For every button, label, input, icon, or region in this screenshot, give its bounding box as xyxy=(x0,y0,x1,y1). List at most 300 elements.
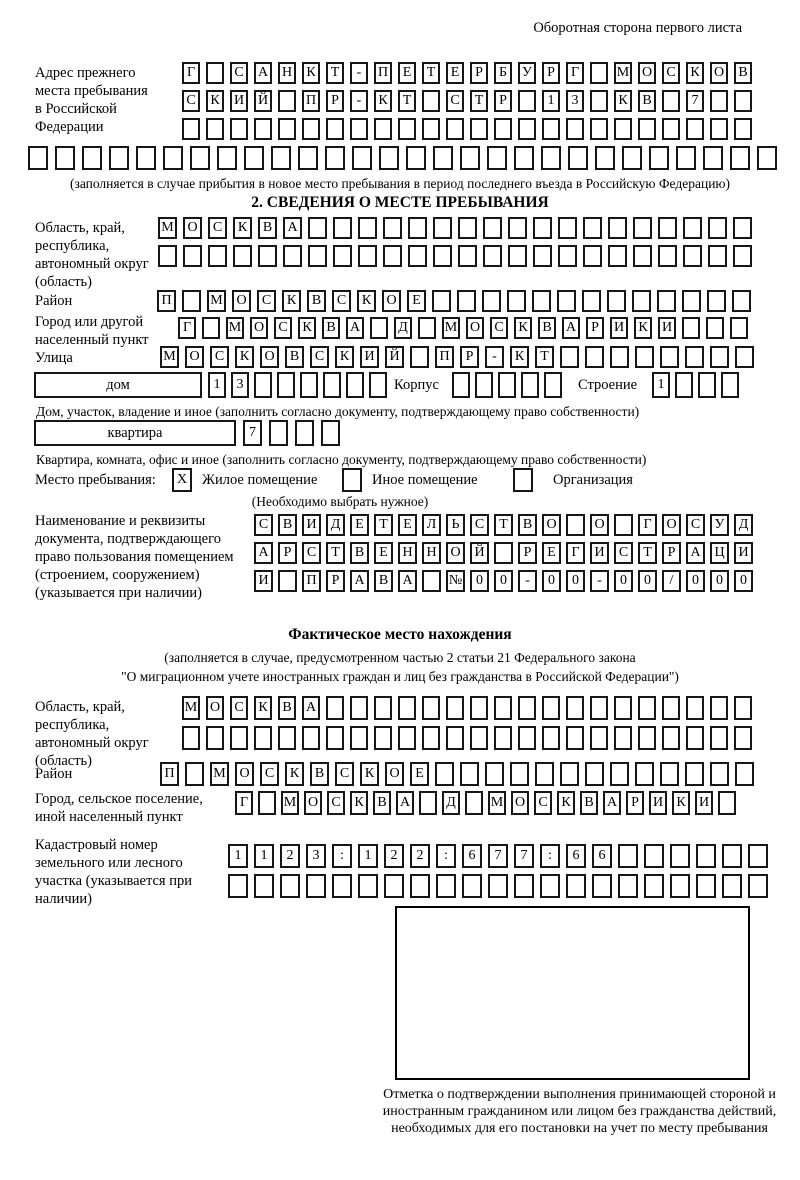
char-box[interactable]: В xyxy=(307,290,326,312)
char-box[interactable] xyxy=(300,372,318,398)
char-box[interactable] xyxy=(508,217,527,239)
char-box[interactable] xyxy=(458,245,477,267)
char-box[interactable] xyxy=(326,726,344,750)
char-box[interactable]: 0 xyxy=(566,570,585,592)
char-box[interactable]: С xyxy=(302,542,321,564)
char-box[interactable] xyxy=(487,146,507,170)
char-box[interactable] xyxy=(540,874,560,898)
char-box[interactable]: В xyxy=(734,62,752,84)
residential-checkbox[interactable]: X xyxy=(172,468,192,492)
char-box[interactable]: В xyxy=(310,762,329,786)
char-box[interactable]: Н xyxy=(278,62,296,84)
char-box[interactable] xyxy=(722,874,742,898)
char-box[interactable]: 6 xyxy=(462,844,482,868)
char-box[interactable]: О xyxy=(511,791,529,815)
char-box[interactable] xyxy=(710,762,729,786)
char-box[interactable]: О xyxy=(232,290,251,312)
char-box[interactable] xyxy=(535,762,554,786)
char-box[interactable] xyxy=(460,146,480,170)
char-box[interactable]: А xyxy=(346,317,364,339)
char-box[interactable] xyxy=(686,726,704,750)
char-box[interactable] xyxy=(254,726,272,750)
char-box[interactable]: 0 xyxy=(470,570,489,592)
char-box[interactable]: Р xyxy=(470,62,488,84)
char-box[interactable]: Е xyxy=(407,290,426,312)
char-box[interactable]: Г xyxy=(638,514,657,536)
char-box[interactable] xyxy=(323,372,341,398)
char-box[interactable]: 2 xyxy=(384,844,404,868)
char-box[interactable]: Н xyxy=(398,542,417,564)
char-box[interactable] xyxy=(566,696,584,720)
char-box[interactable]: Л xyxy=(422,514,441,536)
char-box[interactable] xyxy=(302,726,320,750)
char-box[interactable] xyxy=(358,245,377,267)
char-box[interactable] xyxy=(542,696,560,720)
char-box[interactable]: К xyxy=(282,290,301,312)
char-box[interactable] xyxy=(708,217,727,239)
char-box[interactable] xyxy=(295,420,314,446)
char-box[interactable]: Е xyxy=(374,542,393,564)
char-box[interactable]: 1 xyxy=(254,844,274,868)
char-box[interactable] xyxy=(698,372,716,398)
char-box[interactable]: К xyxy=(360,762,379,786)
char-box[interactable]: Д xyxy=(394,317,412,339)
char-box[interactable] xyxy=(518,118,536,140)
char-box[interactable]: 0 xyxy=(494,570,513,592)
char-box[interactable] xyxy=(306,874,326,898)
char-box[interactable]: - xyxy=(590,570,609,592)
char-box[interactable] xyxy=(475,372,493,398)
char-box[interactable] xyxy=(683,245,702,267)
char-box[interactable] xyxy=(614,118,632,140)
char-box[interactable] xyxy=(682,290,701,312)
char-box[interactable] xyxy=(660,346,679,368)
char-box[interactable]: У xyxy=(518,62,536,84)
char-box[interactable] xyxy=(682,317,700,339)
char-box[interactable] xyxy=(494,726,512,750)
char-box[interactable] xyxy=(518,726,536,750)
char-box[interactable]: А xyxy=(350,570,369,592)
char-box[interactable] xyxy=(730,317,748,339)
char-box[interactable]: : xyxy=(436,844,456,868)
char-box[interactable] xyxy=(732,290,751,312)
char-box[interactable] xyxy=(685,762,704,786)
char-box[interactable] xyxy=(518,90,536,112)
char-box[interactable] xyxy=(595,146,615,170)
char-box[interactable] xyxy=(278,118,296,140)
char-box[interactable]: П xyxy=(160,762,179,786)
char-box[interactable] xyxy=(590,696,608,720)
char-box[interactable]: 6 xyxy=(592,844,612,868)
char-box[interactable] xyxy=(435,762,454,786)
char-box[interactable]: - xyxy=(485,346,504,368)
char-box[interactable]: А xyxy=(398,570,417,592)
char-box[interactable] xyxy=(686,118,704,140)
char-box[interactable] xyxy=(333,217,352,239)
char-box[interactable]: Н xyxy=(422,542,441,564)
char-box[interactable] xyxy=(488,874,508,898)
char-box[interactable]: С xyxy=(686,514,705,536)
char-box[interactable]: С xyxy=(490,317,508,339)
char-box[interactable]: К xyxy=(285,762,304,786)
char-box[interactable] xyxy=(510,762,529,786)
char-box[interactable]: В xyxy=(350,542,369,564)
char-box[interactable] xyxy=(710,696,728,720)
char-box[interactable] xyxy=(379,146,399,170)
char-box[interactable]: А xyxy=(283,217,302,239)
char-box[interactable] xyxy=(721,372,739,398)
char-box[interactable] xyxy=(710,346,729,368)
char-box[interactable]: С xyxy=(614,542,633,564)
char-box[interactable] xyxy=(206,726,224,750)
char-box[interactable] xyxy=(635,762,654,786)
char-box[interactable] xyxy=(685,346,704,368)
char-box[interactable] xyxy=(590,90,608,112)
char-box[interactable] xyxy=(457,290,476,312)
char-box[interactable]: Р xyxy=(586,317,604,339)
char-box[interactable]: С xyxy=(662,62,680,84)
char-box[interactable]: В xyxy=(373,791,391,815)
char-box[interactable]: О xyxy=(250,317,268,339)
char-box[interactable]: К xyxy=(335,346,354,368)
char-box[interactable] xyxy=(614,726,632,750)
char-box[interactable] xyxy=(735,762,754,786)
char-box[interactable]: В xyxy=(278,514,297,536)
char-box[interactable]: И xyxy=(590,542,609,564)
char-box[interactable] xyxy=(585,762,604,786)
char-box[interactable] xyxy=(432,290,451,312)
char-box[interactable]: Е xyxy=(446,62,464,84)
char-box[interactable]: 7 xyxy=(488,844,508,868)
char-box[interactable]: Д xyxy=(326,514,345,536)
char-box[interactable]: Е xyxy=(410,762,429,786)
char-box[interactable] xyxy=(422,90,440,112)
char-box[interactable] xyxy=(608,217,627,239)
char-box[interactable] xyxy=(410,346,429,368)
char-box[interactable]: О xyxy=(638,62,656,84)
char-box[interactable] xyxy=(163,146,183,170)
char-box[interactable] xyxy=(608,245,627,267)
char-box[interactable] xyxy=(374,696,392,720)
char-box[interactable]: Д xyxy=(734,514,753,536)
char-box[interactable]: Й xyxy=(470,542,489,564)
char-box[interactable]: И xyxy=(610,317,628,339)
char-box[interactable] xyxy=(590,62,608,84)
char-box[interactable]: К xyxy=(614,90,632,112)
char-box[interactable]: 7 xyxy=(243,420,262,446)
char-box[interactable]: 0 xyxy=(734,570,753,592)
char-box[interactable]: И xyxy=(734,542,753,564)
char-box[interactable]: М xyxy=(281,791,299,815)
char-box[interactable] xyxy=(433,245,452,267)
char-box[interactable] xyxy=(55,146,75,170)
char-box[interactable] xyxy=(707,290,726,312)
char-box[interactable] xyxy=(278,90,296,112)
char-box[interactable] xyxy=(734,696,752,720)
char-box[interactable] xyxy=(183,245,202,267)
char-box[interactable] xyxy=(408,245,427,267)
char-box[interactable] xyxy=(182,290,201,312)
char-box[interactable] xyxy=(406,146,426,170)
char-box[interactable]: Т xyxy=(398,90,416,112)
char-box[interactable] xyxy=(398,696,416,720)
char-box[interactable]: - xyxy=(518,570,537,592)
char-box[interactable]: Г xyxy=(182,62,200,84)
char-box[interactable] xyxy=(635,346,654,368)
char-box[interactable]: 3 xyxy=(231,372,249,398)
char-box[interactable] xyxy=(202,317,220,339)
char-box[interactable] xyxy=(158,245,177,267)
char-box[interactable]: И xyxy=(649,791,667,815)
char-box[interactable] xyxy=(333,245,352,267)
char-box[interactable] xyxy=(374,726,392,750)
char-box[interactable]: Т xyxy=(535,346,554,368)
char-box[interactable] xyxy=(614,514,633,536)
char-box[interactable] xyxy=(566,514,585,536)
char-box[interactable] xyxy=(346,372,364,398)
char-box[interactable]: Р xyxy=(326,570,345,592)
char-box[interactable]: В xyxy=(374,570,393,592)
char-box[interactable] xyxy=(560,346,579,368)
char-box[interactable]: К xyxy=(672,791,690,815)
char-box[interactable] xyxy=(718,791,736,815)
char-box[interactable] xyxy=(542,726,560,750)
char-box[interactable] xyxy=(458,217,477,239)
char-box[interactable]: Р xyxy=(326,90,344,112)
char-box[interactable] xyxy=(649,146,669,170)
char-box[interactable] xyxy=(308,245,327,267)
char-box[interactable] xyxy=(514,146,534,170)
char-box[interactable] xyxy=(182,118,200,140)
char-box[interactable] xyxy=(446,696,464,720)
char-box[interactable]: О xyxy=(662,514,681,536)
char-box[interactable] xyxy=(185,762,204,786)
char-box[interactable] xyxy=(703,146,723,170)
char-box[interactable] xyxy=(350,696,368,720)
char-box[interactable] xyxy=(734,726,752,750)
char-box[interactable] xyxy=(532,290,551,312)
char-box[interactable]: В xyxy=(638,90,656,112)
char-box[interactable] xyxy=(254,372,272,398)
char-box[interactable]: К xyxy=(235,346,254,368)
char-box[interactable]: Й xyxy=(254,90,272,112)
char-box[interactable]: С xyxy=(274,317,292,339)
char-box[interactable]: П xyxy=(302,90,320,112)
char-box[interactable] xyxy=(325,146,345,170)
char-box[interactable] xyxy=(518,696,536,720)
char-box[interactable]: Г xyxy=(566,62,584,84)
char-box[interactable] xyxy=(521,372,539,398)
char-box[interactable]: К xyxy=(374,90,392,112)
char-box[interactable] xyxy=(633,217,652,239)
char-box[interactable] xyxy=(558,217,577,239)
char-box[interactable]: - xyxy=(350,62,368,84)
char-box[interactable] xyxy=(277,372,295,398)
char-box[interactable] xyxy=(244,146,264,170)
char-box[interactable] xyxy=(733,245,752,267)
char-box[interactable] xyxy=(676,146,696,170)
char-box[interactable] xyxy=(308,217,327,239)
char-box[interactable] xyxy=(109,146,129,170)
char-box[interactable] xyxy=(670,844,690,868)
char-box[interactable] xyxy=(398,726,416,750)
char-box[interactable] xyxy=(508,245,527,267)
char-box[interactable] xyxy=(708,245,727,267)
char-box[interactable]: В xyxy=(285,346,304,368)
char-box[interactable] xyxy=(482,290,501,312)
char-box[interactable]: И xyxy=(230,90,248,112)
char-box[interactable] xyxy=(446,118,464,140)
char-box[interactable] xyxy=(352,146,372,170)
char-box[interactable] xyxy=(233,245,252,267)
char-box[interactable] xyxy=(662,90,680,112)
char-box[interactable] xyxy=(734,118,752,140)
char-box[interactable] xyxy=(82,146,102,170)
char-box[interactable]: Й xyxy=(385,346,404,368)
char-box[interactable] xyxy=(258,245,277,267)
char-box[interactable] xyxy=(422,696,440,720)
char-box[interactable]: О xyxy=(385,762,404,786)
char-box[interactable] xyxy=(610,346,629,368)
char-box[interactable] xyxy=(269,420,288,446)
char-box[interactable]: Т xyxy=(326,62,344,84)
char-box[interactable] xyxy=(542,118,560,140)
char-box[interactable]: К xyxy=(514,317,532,339)
char-box[interactable] xyxy=(483,245,502,267)
char-box[interactable]: О xyxy=(466,317,484,339)
char-box[interactable] xyxy=(228,874,248,898)
house-type-box[interactable]: дом xyxy=(34,372,202,398)
char-box[interactable]: 0 xyxy=(710,570,729,592)
char-box[interactable] xyxy=(557,290,576,312)
char-box[interactable] xyxy=(465,791,483,815)
char-box[interactable]: Е xyxy=(350,514,369,536)
char-box[interactable] xyxy=(610,762,629,786)
char-box[interactable]: И xyxy=(254,570,273,592)
char-box[interactable] xyxy=(358,217,377,239)
char-box[interactable] xyxy=(302,118,320,140)
char-box[interactable]: Р xyxy=(494,90,512,112)
char-box[interactable] xyxy=(614,696,632,720)
char-box[interactable]: К xyxy=(357,290,376,312)
char-box[interactable]: О xyxy=(235,762,254,786)
char-box[interactable]: С xyxy=(182,90,200,112)
char-box[interactable]: И xyxy=(695,791,713,815)
char-box[interactable] xyxy=(350,726,368,750)
char-box[interactable] xyxy=(433,217,452,239)
char-box[interactable] xyxy=(638,118,656,140)
char-box[interactable]: С xyxy=(332,290,351,312)
char-box[interactable] xyxy=(590,118,608,140)
char-box[interactable] xyxy=(638,726,656,750)
char-box[interactable]: 2 xyxy=(410,844,430,868)
char-box[interactable]: Р xyxy=(460,346,479,368)
char-box[interactable] xyxy=(618,874,638,898)
char-box[interactable] xyxy=(638,696,656,720)
char-box[interactable]: Т xyxy=(422,62,440,84)
char-box[interactable] xyxy=(190,146,210,170)
char-box[interactable]: Б xyxy=(494,62,512,84)
char-box[interactable] xyxy=(462,874,482,898)
char-box[interactable] xyxy=(470,118,488,140)
char-box[interactable] xyxy=(326,118,344,140)
char-box[interactable]: 0 xyxy=(686,570,705,592)
char-box[interactable] xyxy=(374,118,392,140)
char-box[interactable] xyxy=(592,874,612,898)
char-box[interactable]: В xyxy=(538,317,556,339)
char-box[interactable]: Г xyxy=(566,542,585,564)
char-box[interactable]: О xyxy=(710,62,728,84)
char-box[interactable] xyxy=(560,762,579,786)
char-box[interactable]: В xyxy=(518,514,537,536)
char-box[interactable]: О xyxy=(304,791,322,815)
char-box[interactable]: В xyxy=(258,217,277,239)
char-box[interactable] xyxy=(632,290,651,312)
char-box[interactable] xyxy=(398,118,416,140)
char-box[interactable]: Т xyxy=(494,514,513,536)
char-box[interactable]: Т xyxy=(638,542,657,564)
char-box[interactable]: О xyxy=(542,514,561,536)
char-box[interactable]: Р xyxy=(542,62,560,84)
char-box[interactable] xyxy=(283,245,302,267)
char-box[interactable]: 7 xyxy=(514,844,534,868)
char-box[interactable] xyxy=(675,372,693,398)
char-box[interactable] xyxy=(494,542,513,564)
char-box[interactable] xyxy=(566,118,584,140)
char-box[interactable] xyxy=(494,696,512,720)
char-box[interactable]: М xyxy=(182,696,200,720)
char-box[interactable] xyxy=(618,844,638,868)
char-box[interactable]: К xyxy=(298,317,316,339)
char-box[interactable]: С xyxy=(335,762,354,786)
char-box[interactable]: 1 xyxy=(228,844,248,868)
char-box[interactable]: Е xyxy=(398,514,417,536)
char-box[interactable] xyxy=(280,874,300,898)
char-box[interactable]: О xyxy=(206,696,224,720)
char-box[interactable]: М xyxy=(158,217,177,239)
char-box[interactable] xyxy=(332,874,352,898)
char-box[interactable] xyxy=(582,290,601,312)
char-box[interactable]: С xyxy=(446,90,464,112)
char-box[interactable] xyxy=(494,118,512,140)
char-box[interactable] xyxy=(607,290,626,312)
char-box[interactable]: А xyxy=(396,791,414,815)
char-box[interactable]: О xyxy=(590,514,609,536)
char-box[interactable] xyxy=(422,118,440,140)
char-box[interactable]: С xyxy=(208,217,227,239)
char-box[interactable]: 7 xyxy=(686,90,704,112)
char-box[interactable]: М xyxy=(210,762,229,786)
char-box[interactable] xyxy=(558,245,577,267)
char-box[interactable] xyxy=(658,217,677,239)
char-box[interactable]: 0 xyxy=(638,570,657,592)
char-box[interactable]: 6 xyxy=(566,844,586,868)
char-box[interactable] xyxy=(590,726,608,750)
char-box[interactable] xyxy=(730,146,750,170)
char-box[interactable] xyxy=(230,118,248,140)
char-box[interactable]: А xyxy=(686,542,705,564)
char-box[interactable] xyxy=(230,726,248,750)
char-box[interactable] xyxy=(706,317,724,339)
char-box[interactable] xyxy=(507,290,526,312)
char-box[interactable] xyxy=(644,874,664,898)
char-box[interactable] xyxy=(710,118,728,140)
char-box[interactable] xyxy=(358,874,378,898)
char-box[interactable]: / xyxy=(662,570,681,592)
char-box[interactable] xyxy=(696,874,716,898)
char-box[interactable]: 0 xyxy=(614,570,633,592)
other-premises-checkbox[interactable] xyxy=(342,468,362,492)
